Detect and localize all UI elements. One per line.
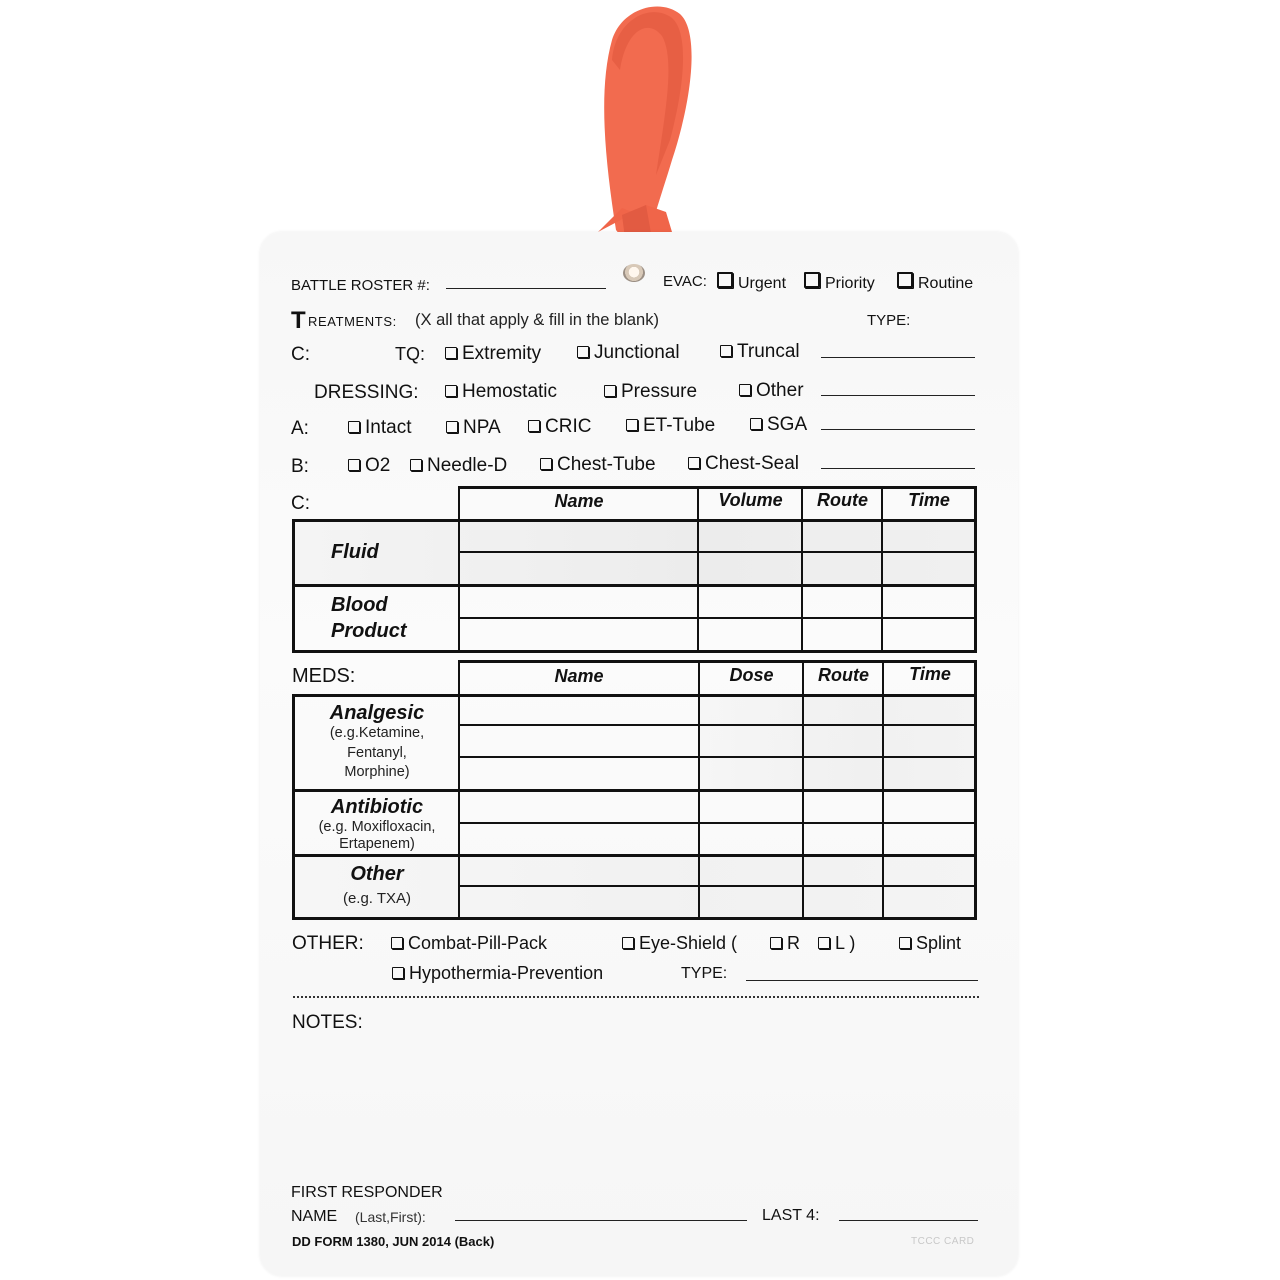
combat-pill-pack-option[interactable]: Combat-Pill-Pack bbox=[391, 933, 547, 954]
checkbox-icon[interactable] bbox=[688, 457, 700, 469]
dressing-hemostatic-option[interactable]: Hemostatic bbox=[445, 381, 557, 403]
checkbox-icon[interactable] bbox=[446, 421, 458, 433]
evac-urgent-option[interactable]: Urgent bbox=[717, 272, 786, 293]
eye-shield-left-option[interactable]: L ) bbox=[818, 933, 855, 954]
grommet-icon bbox=[623, 264, 645, 282]
other-med-label: Other bbox=[350, 863, 404, 885]
antibiotic-label: Antibiotic bbox=[330, 796, 424, 818]
meds-section-label: MEDS: bbox=[292, 665, 356, 687]
checkbox-icon[interactable] bbox=[445, 347, 457, 359]
dressing-other-option[interactable]: Other bbox=[739, 380, 804, 402]
analgesic-example-1: (e.g.Ketamine, bbox=[329, 725, 425, 741]
other-type-field[interactable] bbox=[746, 980, 978, 981]
checkbox-icon[interactable] bbox=[770, 937, 782, 949]
battle-roster-field[interactable] bbox=[446, 288, 606, 289]
notes-area[interactable] bbox=[292, 1040, 978, 1180]
breathing-label: B: bbox=[291, 456, 309, 477]
checkbox-icon[interactable] bbox=[391, 937, 403, 949]
treatments-instruction: (X all that apply & fill in the blank) bbox=[415, 311, 659, 329]
analgesic-label: Analgesic bbox=[329, 702, 425, 724]
blood-product-label-line2: Product bbox=[331, 620, 407, 642]
airway-npa-option[interactable]: NPA bbox=[446, 417, 501, 439]
battle-roster-label: BATTLE ROSTER #: bbox=[291, 277, 430, 294]
checkbox-icon[interactable] bbox=[818, 937, 830, 949]
checkbox-icon[interactable] bbox=[720, 345, 732, 357]
last4-label: LAST 4: bbox=[762, 1207, 820, 1224]
analgesic-example-2: Fentanyl, bbox=[347, 745, 407, 761]
responder-name-field[interactable] bbox=[455, 1220, 747, 1221]
tq-extremity-option[interactable]: Extremity bbox=[445, 343, 541, 365]
dressing-type-field[interactable] bbox=[821, 395, 975, 396]
first-responder-label: FIRST RESPONDER bbox=[291, 1184, 443, 1201]
checkbox-icon[interactable] bbox=[717, 272, 733, 288]
meds-col-route: Route bbox=[818, 665, 869, 685]
meds-col-time: Time bbox=[909, 664, 951, 684]
tq-junctional-option[interactable]: Junctional bbox=[577, 342, 680, 364]
other-med-example: (e.g. TXA) bbox=[342, 890, 412, 907]
breathing-o2-option[interactable]: O2 bbox=[348, 455, 390, 477]
fluid-row-shade bbox=[295, 521, 975, 584]
other-type-label: TYPE: bbox=[681, 965, 728, 982]
hypothermia-prevention-option[interactable]: Hypothermia-Prevention bbox=[392, 963, 603, 984]
checkbox-icon[interactable] bbox=[348, 459, 360, 471]
eye-shield-option[interactable]: Eye-Shield ( bbox=[622, 933, 737, 954]
fluid-row-label: Fluid bbox=[331, 541, 379, 563]
checkbox-icon[interactable] bbox=[899, 937, 911, 949]
other-section-label: OTHER: bbox=[292, 933, 364, 954]
evac-routine-option[interactable]: Routine bbox=[897, 272, 973, 293]
blood-product-label-line1: Blood bbox=[331, 594, 388, 616]
notes-label: NOTES: bbox=[292, 1012, 363, 1033]
checkbox-icon[interactable] bbox=[897, 272, 913, 288]
checkbox-icon[interactable] bbox=[445, 385, 457, 397]
checkbox-icon[interactable] bbox=[410, 459, 422, 471]
airway-sga-option[interactable]: SGA bbox=[750, 414, 807, 436]
fluids-section-label: C: bbox=[291, 493, 310, 514]
checkbox-icon[interactable] bbox=[577, 346, 589, 358]
checkbox-icon[interactable] bbox=[348, 421, 360, 433]
checkbox-icon[interactable] bbox=[604, 385, 616, 397]
tq-truncal-option[interactable]: Truncal bbox=[720, 341, 800, 363]
meds-col-dose: Dose bbox=[729, 665, 774, 685]
checkbox-icon[interactable] bbox=[622, 937, 634, 949]
checkbox-icon[interactable] bbox=[750, 418, 762, 430]
analgesic-row-shade bbox=[699, 697, 975, 789]
breathing-chest-seal-option[interactable]: Chest-Seal bbox=[688, 453, 799, 475]
splint-option[interactable]: Splint bbox=[899, 933, 961, 954]
form-id: DD FORM 1380, JUN 2014 (Back) bbox=[292, 1234, 495, 1249]
dressing-label: DRESSING: bbox=[314, 382, 419, 403]
evac-priority-option[interactable]: Priority bbox=[804, 272, 875, 293]
type-label: TYPE: bbox=[867, 312, 911, 329]
dotted-divider bbox=[293, 996, 979, 998]
treatments-title-cap: T bbox=[291, 307, 306, 334]
antibiotic-example-1: (e.g. Moxifloxacin, bbox=[318, 819, 436, 835]
antibiotic-example-2: Ertapenem) bbox=[339, 836, 415, 852]
fluids-col-route: Route bbox=[817, 490, 868, 510]
analgesic-example-3: Morphine) bbox=[344, 764, 410, 780]
airway-label: A: bbox=[291, 418, 309, 439]
breathing-type-field[interactable] bbox=[821, 468, 975, 469]
responder-name-label: NAME bbox=[291, 1208, 338, 1225]
checkbox-icon[interactable] bbox=[626, 419, 638, 431]
tq-label: TQ: bbox=[395, 344, 425, 364]
fluids-col-time: Time bbox=[908, 490, 950, 510]
airway-cric-option[interactable]: CRIC bbox=[528, 416, 591, 438]
responder-name-hint: (Last,First): bbox=[355, 1209, 426, 1225]
eye-shield-right-option[interactable]: R bbox=[770, 933, 800, 954]
checkbox-icon[interactable] bbox=[528, 420, 540, 432]
fluids-col-volume: Volume bbox=[718, 490, 783, 510]
airway-type-field[interactable] bbox=[821, 429, 975, 430]
dressing-pressure-option[interactable]: Pressure bbox=[604, 381, 697, 403]
last4-field[interactable] bbox=[839, 1220, 978, 1221]
airway-et-tube-option[interactable]: ET-Tube bbox=[626, 415, 715, 437]
meds-col-name: Name bbox=[554, 666, 604, 686]
breathing-chest-tube-option[interactable]: Chest-Tube bbox=[540, 454, 656, 476]
evac-label: EVAC: bbox=[663, 273, 707, 290]
checkbox-icon[interactable] bbox=[540, 458, 552, 470]
fluids-col-name: Name bbox=[554, 491, 604, 511]
checkbox-icon[interactable] bbox=[804, 272, 820, 288]
checkbox-icon[interactable] bbox=[739, 384, 751, 396]
treatments-title: REATMENTS: bbox=[308, 314, 397, 329]
checkbox-icon[interactable] bbox=[392, 967, 404, 979]
tq-type-field[interactable] bbox=[821, 357, 975, 358]
breathing-needle-d-option[interactable]: Needle-D bbox=[410, 455, 507, 477]
airway-intact-option[interactable]: Intact bbox=[348, 417, 411, 439]
circulation-label: C: bbox=[291, 344, 310, 365]
watermark: TCCC CARD bbox=[911, 1236, 975, 1247]
